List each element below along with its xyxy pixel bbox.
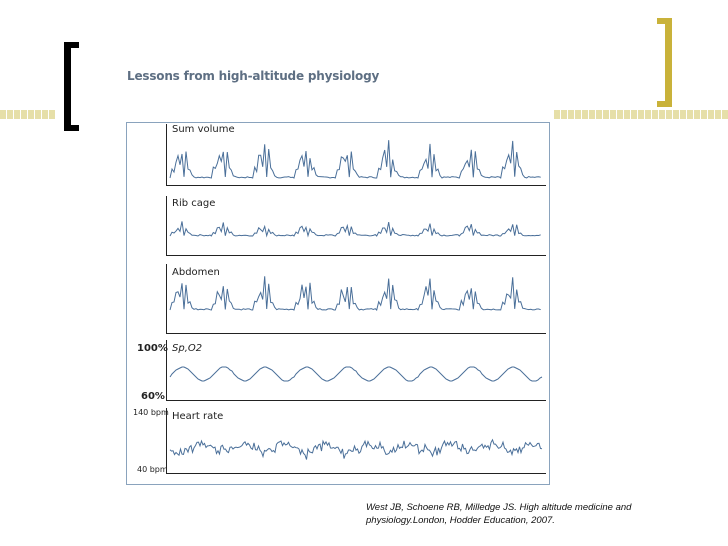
panel-title-sum-volume: Sum volume (172, 124, 235, 135)
decorative-band-left (0, 110, 56, 119)
right-bracket (665, 18, 672, 107)
spo2-max-label: 100% (137, 343, 168, 354)
figure-title: Lessons from high-altitude physiology (127, 69, 380, 83)
panel-rib-cage (166, 196, 546, 256)
panel-title-spo2: Sp,O2 (172, 343, 203, 354)
left-bracket (64, 42, 71, 131)
panel-title-heart-rate: Heart rate (172, 411, 224, 422)
panel-spo2 (166, 340, 546, 401)
panel-abdomen (166, 264, 546, 334)
left-bracket-top (64, 42, 79, 48)
decorative-band-right (554, 110, 728, 119)
right-bracket-bottom (657, 101, 672, 107)
hr-min-label: 40 bpm (137, 465, 168, 474)
panel-title-abdomen: Abdomen (172, 267, 220, 278)
citation-text: West JB, Schoene RB, Milledge JS. High altitude medicine and physiology.London, Hodder Education, 2007. (366, 502, 632, 526)
panel-title-rib-cage: Rib cage (172, 198, 216, 209)
spo2-min-label: 60% (141, 391, 165, 402)
right-bracket-top (657, 18, 672, 24)
left-bracket-bottom (64, 125, 79, 131)
hr-max-label: 140 bpm (133, 408, 169, 417)
